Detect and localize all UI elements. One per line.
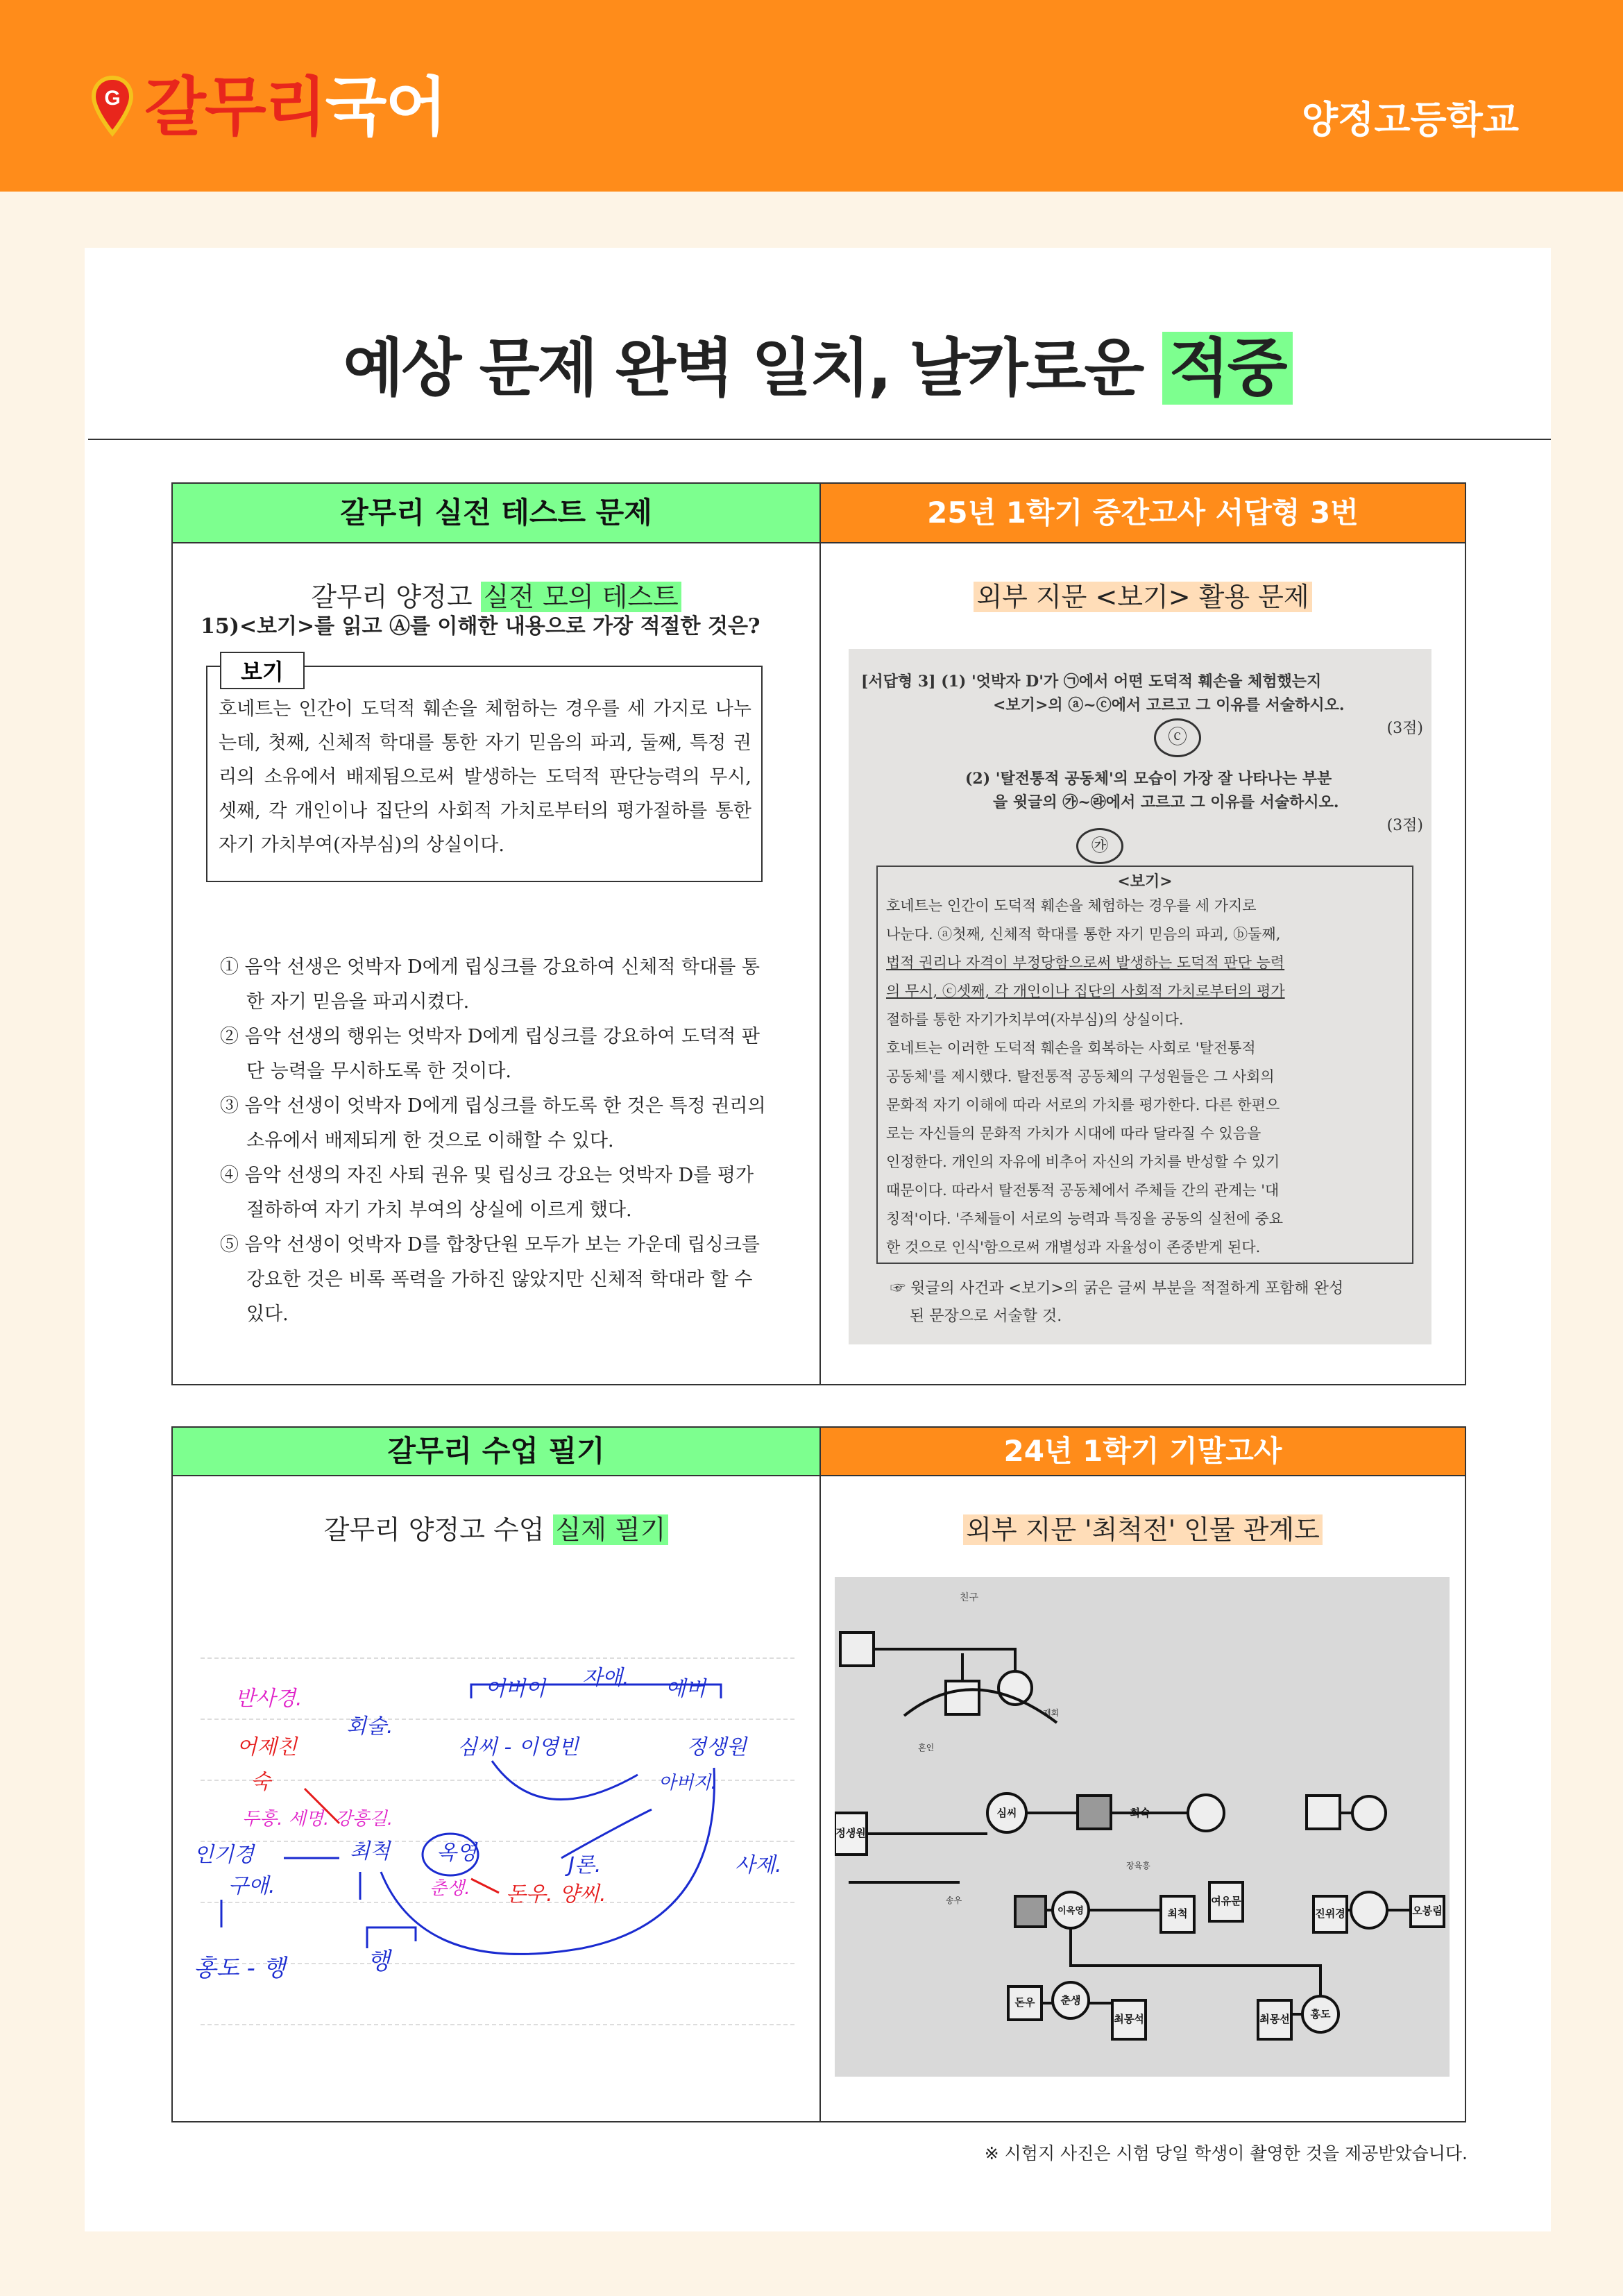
handwritten-notes	[194, 1650, 804, 2038]
exam-bogi-box	[876, 866, 1413, 1264]
note-text: 자애.	[582, 1666, 629, 1690]
note-text: 아버지.	[658, 1773, 717, 1793]
exam-line: 때문이다. 따라서 탈전통적 공동체에서 주체들 간의 관계는 '대	[886, 1182, 1280, 1199]
note-text: 옥영	[436, 1841, 477, 1865]
note-text: 어제친	[237, 1735, 297, 1759]
answer-options	[220, 950, 768, 1332]
diagram-name: 홍도	[1310, 2008, 1331, 2020]
practice-question	[201, 609, 790, 639]
diagram-name: 최척	[1167, 1907, 1188, 1920]
logo[interactable]	[90, 70, 446, 144]
subtitle-highlight: 외부 지문 '최척전' 인물 관계도	[963, 1514, 1323, 1545]
note-text: 회술.	[346, 1714, 393, 1739]
note-text: 심씨 - 이영빈	[457, 1735, 579, 1759]
handwritten-mark-ga: ㉮	[1076, 828, 1123, 864]
diagram-name: 오봉림	[1412, 1905, 1443, 1917]
bogi-label: 보기	[220, 652, 305, 689]
class-notes-column	[173, 1428, 819, 2121]
subtitle-text: 갈무리 양정고	[311, 582, 473, 612]
diagram-name: 정생원	[835, 1827, 866, 1839]
location-pin-icon	[90, 74, 135, 141]
content-card	[85, 248, 1551, 2231]
note-text: 구애.	[228, 1874, 275, 1898]
note-text: 사제.	[735, 1853, 782, 1877]
option-2: ② 음악 선생의 행위는 엇박자 D에게 립싱크를 강요하여 도덕적 판단 능력을 무시하도록 한 것이다.	[220, 1026, 760, 1082]
exam-line: 한 것으로 인식'함으로써 개별성과 자율성이 존중받게 된다.	[886, 1239, 1261, 1256]
exam-q2: (2) '탈전통적 공동체'의 모습이 가장 잘 나타나는 부분	[965, 770, 1332, 788]
school-name: 양정고등학교	[1302, 98, 1519, 142]
option-4: ④ 음악 선생의 자진 사퇴 권유 및 립싱크 강요는 엇박자 D를 평가 절하하여 자기 가치 부여의 상실에 이르게 했다.	[220, 1165, 754, 1221]
exam-q2-points: (3점)	[1386, 817, 1423, 834]
exam-q1-points: (3점)	[1386, 720, 1423, 737]
relationship-diagram	[835, 1577, 1450, 2077]
subtitle-text: 갈무리 양정고 수업	[323, 1514, 545, 1545]
page-title	[85, 317, 1551, 407]
diagram-name: 여유문	[1211, 1895, 1241, 1907]
title-highlight: 적중	[1162, 332, 1293, 405]
note-text: 어버이	[485, 1677, 545, 1701]
note-text: 춘생.	[430, 1878, 470, 1899]
exam-note-line1: ☞ 윗글의 사건과 <보기>의 굵은 글씨 부분을 적절하게 포함해 완성	[890, 1280, 1344, 1297]
relationship-diagram-photo	[835, 1577, 1450, 2077]
exam-line: 공동체'를 제시했다. 탈전통적 공동체의 구성원들은 그 사회의	[886, 1068, 1275, 1085]
footnote: ※ 시험지 사진은 시험 당일 학생이 촬영한 것을 제공받았습니다.	[984, 2143, 1468, 2163]
diagram-label: 친구	[960, 1592, 979, 1603]
diagram-name: 진위경	[1315, 1907, 1345, 1920]
exam-bogi-text	[886, 892, 1405, 1262]
note-text: 최척	[350, 1839, 390, 1864]
exam-photo	[849, 649, 1431, 1344]
exam-line: 의 무시, ⓒ셋째, 각 개인이나 집단의 사회적 가치로부터의 평가	[886, 983, 1285, 999]
note-text: 돈우. 양씨.	[506, 1882, 606, 1907]
exam-line: 문화적 자기 이해에 따라 서로의 가치를 평가한다. 다른 한편으	[886, 1097, 1280, 1113]
practice-test-header: 갈무리 실전 테스트 문제	[173, 484, 819, 543]
bogi-text: 호네트는 인간이 도덕적 훼손을 체험하는 경우를 세 가지로 나누는데, 첫째, 신체적 학대를 통한 자기 믿음의 파괴, 둘째, 특정 권리의 소유에서 배제됨으로써 발생하는 도덕적 판단능력의 무시, 셋째, 각 개인이나 집단의 사회적 가치로부터의 평가절하를 통한 자기 가치부여(자부심)의 상실이다.	[219, 698, 751, 856]
exam-line: 호네트는 인간이 도덕적 훼손을 체험하는 경우를 세 가지로	[886, 897, 1257, 914]
diagram-label: 송우	[946, 1896, 962, 1905]
bogi-box	[206, 659, 763, 882]
diagram-label: 재회	[1043, 1708, 1060, 1718]
title-text: 예상 문제 완벽 일치, 날카로운	[343, 332, 1143, 405]
note-text: 반사경.	[235, 1687, 303, 1711]
exam-question	[861, 670, 1423, 838]
note-text: 예버	[665, 1677, 706, 1701]
exam-q2b: 을 윗글의 ㉮~㉱에서 고르고 그 이유를 서술하시오.	[993, 793, 1339, 811]
note-text: 숙	[250, 1770, 271, 1794]
exam-q1: [서답형 3] (1) '엇박자 D'가 ㉠에서 어떤 도덕적 훼손을 체험했는지	[861, 673, 1322, 691]
option-1: ① 음악 선생은 엇박자 D에게 립싱크를 강요하여 신체적 학대를 통한 자기 믿음을 파괴시켰다.	[220, 956, 760, 1013]
diagram-name: 돈우	[1014, 1996, 1035, 2009]
exam-q1b: <보기>의 ⓐ~ⓒ에서 고르고 그 이유를 서술하시오.	[993, 696, 1345, 714]
exam-line: 나눈다. ⓐ첫째, 신체적 학대를 통한 자기 믿음의 파괴, ⓑ둘째,	[886, 926, 1281, 943]
option-3: ③ 음악 선생이 엇박자 D에게 립싱크를 하도록 한 것은 특정 권리의 소유에서 배제되게 한 것으로 이해할 수 있다.	[220, 1095, 766, 1151]
diagram-name: 회숙	[1130, 1807, 1150, 1819]
note-text: J론.	[568, 1853, 602, 1877]
diagram-label: 혼인	[918, 1743, 935, 1753]
note-text: 홍도 - 행	[194, 1955, 286, 1982]
exam-note-line2: 된 문장으로 서술할 것.	[910, 1308, 1062, 1325]
diagram-name: 심씨	[996, 1807, 1017, 1819]
final-exam-subtitle	[821, 1508, 1465, 1546]
exam-line: 칭적'이다. '주체들이 서로의 능력과 특징을 공동의 실천에 중요	[886, 1210, 1284, 1227]
exam-line: 인정한다. 개인의 자유에 비추어 자신의 가치를 반성할 수 있기	[886, 1154, 1280, 1170]
midterm-subtitle	[821, 575, 1465, 614]
note-text: 인기경	[194, 1843, 254, 1867]
comparison-table-2	[171, 1426, 1466, 2122]
note-text: 정생원	[686, 1735, 747, 1759]
class-notes-header: 갈무리 수업 필기	[173, 1428, 819, 1476]
comparison-table-1	[171, 482, 1466, 1385]
option-5: ⑤ 음악 선생이 엇박자 D를 합창단원 모두가 보는 가운데 립싱크를 강요한 것은 비록 폭력을 가하진 않았지만 신체적 학대라 할 수 있다.	[220, 1234, 760, 1325]
subtitle-highlight: 외부 지문 <보기> 활용 문제	[974, 582, 1311, 612]
midterm-header: 25년 1학기 중간고사 서답형 3번	[821, 484, 1465, 543]
svg-text:G: G	[104, 87, 121, 110]
exam-bogi-label: <보기>	[1117, 872, 1173, 890]
subtitle-highlight: 실제 필기	[553, 1514, 669, 1545]
logo-text-red: 갈무리	[144, 70, 325, 144]
diagram-name: 최몽석	[1114, 2013, 1144, 2025]
exam-note	[890, 1275, 1418, 1331]
exam-line: 법적 권리나 자격이 부정당함으로써 발생하는 도덕적 판단 능력	[886, 954, 1285, 971]
title-divider	[88, 439, 1551, 440]
exam-line: 호네트는 이러한 도덕적 훼손을 회복하는 사회로 '탈전통적	[886, 1040, 1256, 1056]
exam-line: 로는 자신들의 문화적 가치가 시대에 따라 달라질 수 있음을	[886, 1125, 1261, 1142]
handwritten-mark-c: ⓒ	[1154, 718, 1201, 757]
note-text: 두흥. 세명. 강흥길.	[242, 1809, 393, 1830]
logo-text-white: 국어	[325, 70, 446, 144]
midterm-column	[819, 484, 1465, 1384]
subtitle-highlight: 실전 모의 테스트	[481, 582, 681, 612]
note-text: 행	[367, 1948, 390, 1975]
diagram-name: 춘생	[1060, 1994, 1081, 2007]
header-bar	[0, 0, 1623, 192]
final-exam-column	[819, 1428, 1465, 2121]
practice-test-subtitle	[173, 575, 819, 614]
practice-test-column	[173, 484, 819, 1384]
diagram-name: 최몽선	[1259, 2013, 1290, 2025]
class-notes-subtitle	[173, 1508, 819, 1546]
diagram-name: 이옥영	[1057, 1906, 1084, 1916]
question-title: 15)<보기>를 읽고 Ⓐ를 이해한 내용으로 가장 적절한 것은?	[201, 614, 760, 639]
exam-line: 절하를 통한 자기가치부여(자부심)의 상실이다.	[886, 1011, 1184, 1028]
final-exam-header: 24년 1학기 기말고사	[821, 1428, 1465, 1476]
diagram-label: 장육흥	[1126, 1861, 1150, 1871]
